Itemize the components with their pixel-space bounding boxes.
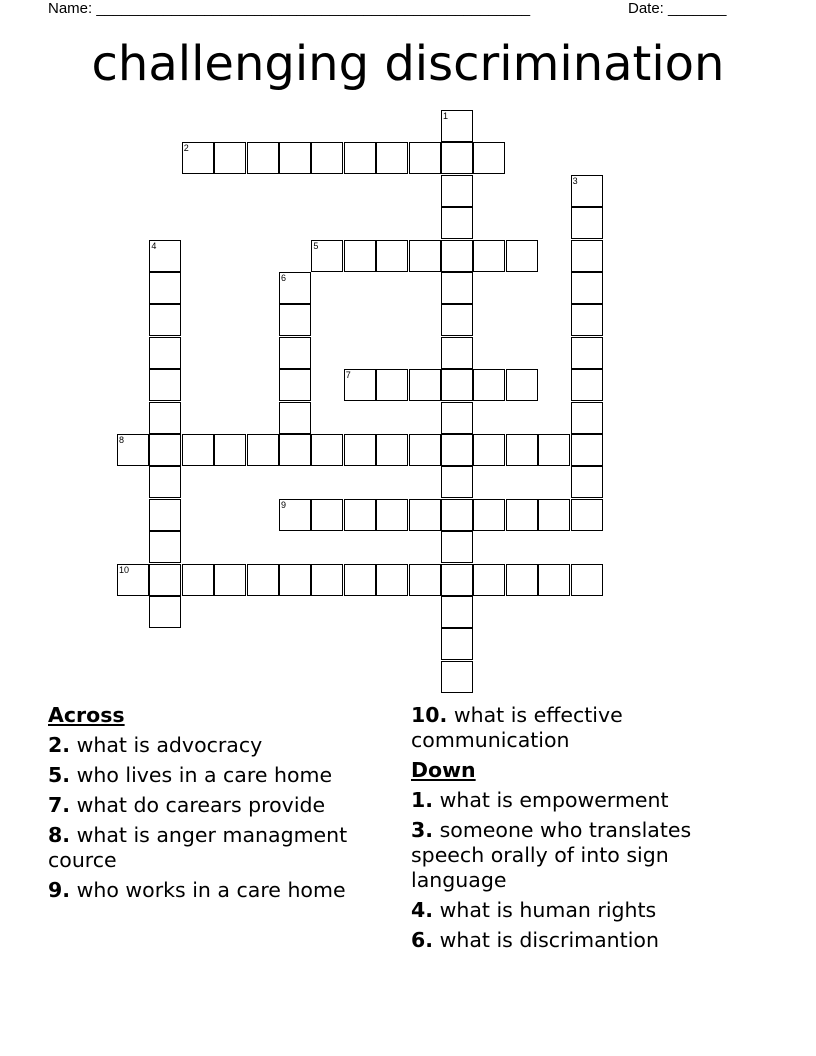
clues-right-column <box>411 703 751 958</box>
crossword-cell[interactable] <box>441 304 473 336</box>
clues-left-column <box>48 703 393 908</box>
crossword-cell[interactable] <box>247 434 279 466</box>
crossword-cell[interactable] <box>571 272 603 304</box>
page-title: challenging discrimination <box>91 36 725 92</box>
clue-text: what is advocracy <box>76 733 263 757</box>
crossword-cell[interactable] <box>441 272 473 304</box>
clue-number: 8. <box>48 823 71 847</box>
cell-number: 9 <box>281 499 287 510</box>
clue-down-6 <box>411 928 751 953</box>
clue-number: 5. <box>48 763 71 787</box>
crossword-cell[interactable] <box>441 596 473 628</box>
crossword-cell[interactable] <box>376 240 408 272</box>
clue-number: 1. <box>411 788 434 812</box>
clue-number: 4. <box>411 898 434 922</box>
crossword-cell[interactable] <box>473 240 505 272</box>
clue-across-10 <box>411 703 751 753</box>
crossword-cell[interactable] <box>214 434 246 466</box>
crossword-cell[interactable] <box>279 499 311 531</box>
crossword-cell[interactable] <box>279 337 311 369</box>
crossword-cell[interactable] <box>441 628 473 660</box>
crossword-cell[interactable] <box>441 337 473 369</box>
crossword-cell[interactable] <box>441 110 473 142</box>
crossword-cell[interactable] <box>409 434 441 466</box>
crossword-cell[interactable] <box>149 369 181 401</box>
crossword-cell[interactable] <box>279 564 311 596</box>
crossword-cell[interactable] <box>473 499 505 531</box>
cell-number: 8 <box>119 435 125 445</box>
crossword-cell[interactable] <box>376 499 408 531</box>
crossword-cell[interactable] <box>376 434 408 466</box>
crossword-cell[interactable] <box>571 240 603 272</box>
crossword-cell[interactable] <box>538 564 570 596</box>
crossword-cell[interactable] <box>344 434 376 466</box>
crossword-cell[interactable] <box>409 240 441 272</box>
crossword-cell[interactable] <box>117 564 149 596</box>
clue-text: what is empowerment <box>439 788 669 812</box>
crossword-cell[interactable] <box>571 175 603 207</box>
crossword-cell[interactable] <box>344 564 376 596</box>
crossword-cell[interactable] <box>441 466 473 498</box>
clue-number: 9. <box>48 878 71 902</box>
clue-down-1 <box>411 788 751 813</box>
clue-number: 7. <box>48 793 71 817</box>
crossword-cell[interactable] <box>149 402 181 434</box>
crossword-cell[interactable] <box>149 434 181 466</box>
cell-number: 10 <box>119 564 130 575</box>
cell-number: 3 <box>572 175 578 186</box>
cell-number: 4 <box>151 240 157 251</box>
crossword-cell[interactable] <box>506 564 538 596</box>
crossword-cell[interactable] <box>409 499 441 531</box>
crossword-cell[interactable] <box>571 207 603 239</box>
clue-across-7 <box>48 793 393 818</box>
crossword-cell[interactable] <box>538 434 570 466</box>
crossword-cell[interactable] <box>441 369 473 401</box>
crossword-cell[interactable] <box>149 272 181 304</box>
cell-number: 7 <box>345 370 351 381</box>
crossword-cell[interactable] <box>571 304 603 336</box>
clue-text: someone who translates speech orally of into sign language <box>411 818 692 892</box>
crossword-cell[interactable] <box>409 142 441 174</box>
crossword-cell[interactable] <box>376 564 408 596</box>
clue-text: what is discrimantion <box>439 928 659 952</box>
crossword-cell[interactable] <box>473 142 505 174</box>
crossword-cell[interactable] <box>571 564 603 596</box>
name-field-label: Name: ____________________________________________________ <box>48 0 531 17</box>
crossword-cell[interactable] <box>149 240 181 272</box>
crossword-cell[interactable] <box>376 369 408 401</box>
crossword-cell[interactable] <box>279 304 311 336</box>
cell-number: 2 <box>183 143 189 154</box>
crossword-cell[interactable] <box>149 499 181 531</box>
clue-number: 6. <box>411 928 434 952</box>
crossword-cell[interactable] <box>344 240 376 272</box>
crossword-cell[interactable] <box>311 240 343 272</box>
crossword-cell[interactable] <box>182 434 214 466</box>
clue-text: who works in a care home <box>76 878 346 902</box>
clue-number: 2. <box>48 733 71 757</box>
clue-text: who lives in a care home <box>76 763 333 787</box>
clue-down-4 <box>411 898 751 923</box>
date-field-label: Date: _______ <box>628 0 727 17</box>
clue-text: what is anger managment cource <box>48 823 348 872</box>
crossword-cell[interactable] <box>376 142 408 174</box>
crossword-cell[interactable] <box>441 564 473 596</box>
crossword-cell[interactable] <box>182 142 214 174</box>
crossword-cell[interactable] <box>441 207 473 239</box>
crossword-cell[interactable] <box>279 272 311 304</box>
crossword-cell[interactable] <box>571 337 603 369</box>
crossword-cell[interactable] <box>182 564 214 596</box>
crossword-cell[interactable] <box>279 142 311 174</box>
crossword-cell[interactable] <box>441 175 473 207</box>
crossword-cell[interactable] <box>571 434 603 466</box>
crossword-cell[interactable] <box>117 434 149 466</box>
crossword-cell[interactable] <box>149 531 181 563</box>
crossword-cell[interactable] <box>311 564 343 596</box>
crossword-cell[interactable] <box>344 142 376 174</box>
crossword-cell[interactable] <box>279 402 311 434</box>
down-heading: Down <box>411 758 476 782</box>
crossword-cell[interactable] <box>473 434 505 466</box>
crossword-cell[interactable] <box>409 369 441 401</box>
clue-across-5 <box>48 763 393 788</box>
clue-number: 3. <box>411 818 434 842</box>
crossword-cell[interactable] <box>311 499 343 531</box>
crossword-cell[interactable] <box>149 466 181 498</box>
clue-across-2 <box>48 733 393 758</box>
cell-number: 5 <box>313 240 319 251</box>
crossword-cell[interactable] <box>247 142 279 174</box>
crossword-cell[interactable] <box>571 369 603 401</box>
crossword-cell[interactable] <box>149 596 181 628</box>
crossword-cell[interactable] <box>473 564 505 596</box>
crossword-cell[interactable] <box>506 240 538 272</box>
crossword-cell[interactable] <box>473 369 505 401</box>
crossword-cell[interactable] <box>214 142 246 174</box>
crossword-cell[interactable] <box>441 531 473 563</box>
clue-number: 10. <box>411 703 448 727</box>
crossword-cell[interactable] <box>506 499 538 531</box>
crossword-cell[interactable] <box>311 142 343 174</box>
crossword-cell[interactable] <box>506 369 538 401</box>
crossword-cell[interactable] <box>344 499 376 531</box>
crossword-cell[interactable] <box>441 661 473 693</box>
across-heading: Across <box>48 703 125 727</box>
crossword-cell[interactable] <box>571 499 603 531</box>
crossword-cell[interactable] <box>506 434 538 466</box>
crossword-cell[interactable] <box>441 240 473 272</box>
clue-text: what do carears provide <box>76 793 326 817</box>
crossword-cell[interactable] <box>311 434 343 466</box>
crossword-cell[interactable] <box>214 564 246 596</box>
clue-text: what is human rights <box>439 898 657 922</box>
crossword-cell[interactable] <box>279 434 311 466</box>
cell-number: 1 <box>443 111 449 121</box>
crossword-cell[interactable] <box>571 402 603 434</box>
crossword-cell[interactable] <box>441 499 473 531</box>
crossword-cell[interactable] <box>441 402 473 434</box>
clue-down-3 <box>411 818 751 893</box>
cell-number: 6 <box>281 273 287 283</box>
crossword-cell[interactable] <box>409 564 441 596</box>
crossword-cell[interactable] <box>441 434 473 466</box>
clue-across-9 <box>48 878 393 903</box>
clue-across-8 <box>48 823 393 873</box>
crossword-cell[interactable] <box>571 466 603 498</box>
crossword-cell[interactable] <box>538 499 570 531</box>
crossword-cell[interactable] <box>247 564 279 596</box>
clue-text: what is effective communication <box>411 703 623 752</box>
crossword-cell[interactable] <box>149 337 181 369</box>
crossword-cell[interactable] <box>279 369 311 401</box>
crossword-cell[interactable] <box>441 142 473 174</box>
crossword-cell[interactable] <box>149 304 181 336</box>
crossword-cell[interactable] <box>149 564 181 596</box>
crossword-cell[interactable] <box>344 369 376 401</box>
